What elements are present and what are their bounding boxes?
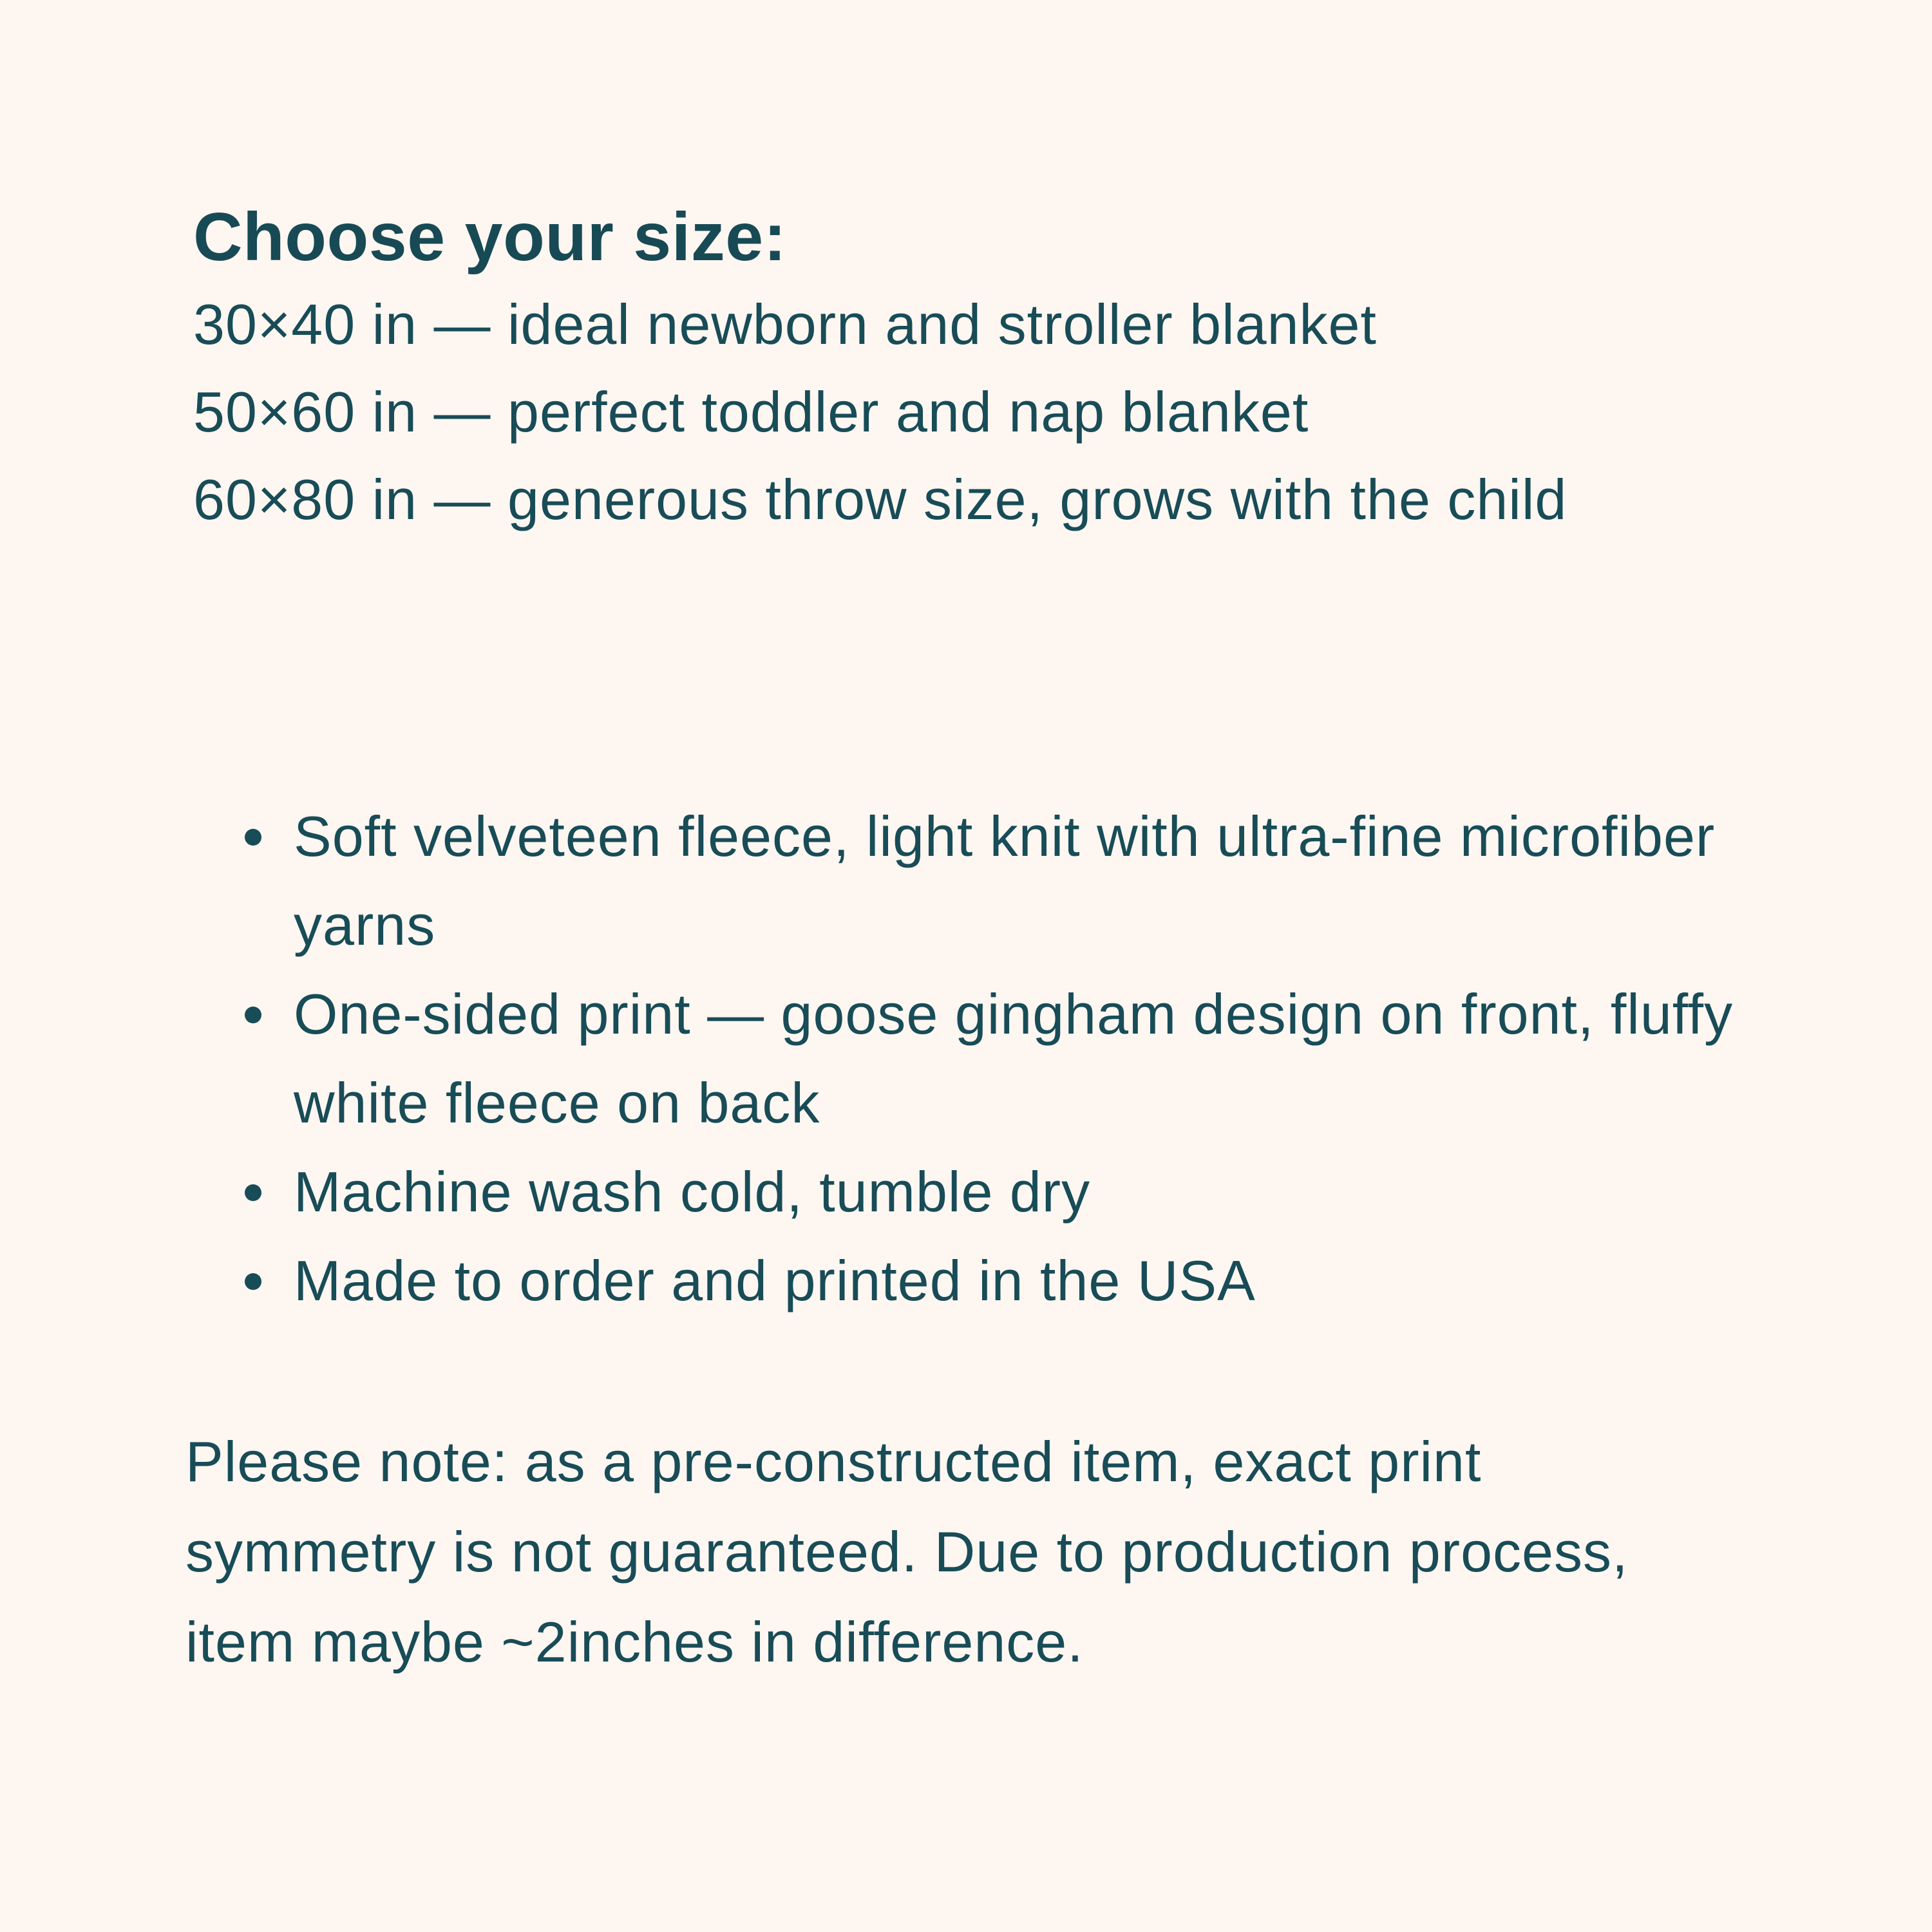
feature-item-label: Made to order and printed in the USA — [294, 1249, 1256, 1312]
feature-item-label: One-sided print — goose gingham design on front, fluffy white fleece on back — [294, 982, 1734, 1135]
bullet-dot-icon — [245, 1007, 261, 1023]
size-option-50x60: 50×60 in — perfect toddler and nap blanket — [193, 380, 1309, 444]
feature-item-material — [294, 792, 1807, 970]
feature-item-label: Machine wash cold, tumble dry — [294, 1160, 1091, 1224]
feature-item-origin — [294, 1236, 1807, 1325]
size-option-60x80: 60×80 in — generous throw size, grows with the child — [193, 468, 1567, 531]
bullet-dot-icon — [245, 1273, 261, 1290]
feature-item-care — [294, 1148, 1807, 1236]
bullet-dot-icon — [245, 829, 261, 846]
feature-list — [193, 792, 1807, 1325]
feature-item-label: Soft velveteen fleece, light knit with ultra-fine microfiber yarns — [294, 804, 1716, 957]
feature-item-print — [294, 970, 1807, 1148]
size-heading: Choose your size: — [193, 199, 787, 275]
production-note: Please note: as a pre-constructed item, exact print symmetry is not guaranteed. Due to production process, item maybe ~2inches in difference. — [185, 1430, 1629, 1674]
size-options-section — [193, 193, 1771, 544]
bullet-dot-icon — [245, 1184, 261, 1201]
size-option-30x40: 30×40 in — ideal newborn and stroller blanket — [193, 292, 1377, 356]
